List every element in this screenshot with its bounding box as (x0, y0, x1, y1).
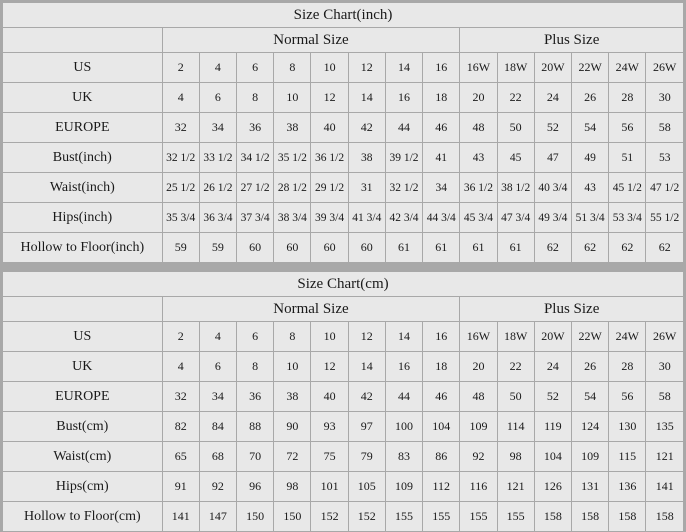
data-cell: 91 (162, 472, 199, 502)
group-header-plus: Plus Size (460, 28, 684, 53)
data-cell: 51 (609, 143, 646, 173)
data-cell: 130 (609, 412, 646, 442)
data-cell: 26 (572, 83, 609, 113)
row-label: Waist(cm) (3, 442, 163, 472)
row-label: Hips(cm) (3, 472, 163, 502)
chart-group-row (3, 297, 684, 322)
data-cell: 104 (534, 442, 571, 472)
data-cell: 59 (199, 233, 236, 263)
data-cell: 155 (497, 502, 534, 532)
data-cell: 18 (423, 352, 460, 382)
data-cell: 45 (497, 143, 534, 173)
data-cell: 22W (572, 53, 609, 83)
size-chart-inch (2, 2, 684, 263)
chart-divider (0, 263, 686, 269)
data-cell: 20 (460, 352, 497, 382)
data-cell: 38 (348, 143, 385, 173)
data-cell: 4 (199, 322, 236, 352)
data-cell: 38 1/2 (497, 173, 534, 203)
data-cell: 39 3/4 (311, 203, 348, 233)
data-cell: 104 (423, 412, 460, 442)
data-cell: 25 1/2 (162, 173, 199, 203)
data-cell: 8 (274, 322, 311, 352)
data-cell: 54 (572, 382, 609, 412)
data-cell: 49 3/4 (534, 203, 571, 233)
data-cell: 40 (311, 113, 348, 143)
data-cell: 56 (609, 113, 646, 143)
data-cell: 28 1/2 (274, 173, 311, 203)
data-cell: 27 1/2 (237, 173, 274, 203)
data-cell: 46 (423, 113, 460, 143)
chart-group-row (3, 28, 684, 53)
data-cell: 8 (237, 83, 274, 113)
data-cell: 124 (572, 412, 609, 442)
table-row (3, 143, 684, 173)
size-chart-page (0, 2, 686, 532)
data-cell: 39 1/2 (385, 143, 422, 173)
data-cell: 41 (423, 143, 460, 173)
data-cell: 36 1/2 (460, 173, 497, 203)
data-cell: 36 1/2 (311, 143, 348, 173)
data-cell: 18W (497, 53, 534, 83)
size-chart-cm (2, 271, 684, 532)
row-label: UK (3, 83, 163, 113)
data-cell: 6 (199, 352, 236, 382)
chart-title: Size Chart(cm) (3, 272, 684, 297)
data-cell: 24W (609, 322, 646, 352)
data-cell: 33 1/2 (199, 143, 236, 173)
data-cell: 114 (497, 412, 534, 442)
data-cell: 10 (311, 322, 348, 352)
data-cell: 32 1/2 (385, 173, 422, 203)
data-cell: 42 3/4 (385, 203, 422, 233)
data-cell: 4 (162, 83, 199, 113)
chart-title-row (3, 3, 684, 28)
table-row (3, 352, 684, 382)
data-cell: 38 (274, 113, 311, 143)
table-row (3, 502, 684, 532)
data-cell: 22W (572, 322, 609, 352)
table-row (3, 442, 684, 472)
data-cell: 35 1/2 (274, 143, 311, 173)
data-cell: 18 (423, 83, 460, 113)
group-header-normal: Normal Size (162, 297, 460, 322)
table-row (3, 83, 684, 113)
chart-title: Size Chart(inch) (3, 3, 684, 28)
table-row (3, 233, 684, 263)
data-cell: 112 (423, 472, 460, 502)
data-cell: 135 (646, 412, 684, 442)
data-cell: 36 (237, 113, 274, 143)
data-cell: 26W (646, 53, 684, 83)
data-cell: 22 (497, 83, 534, 113)
data-cell: 36 (237, 382, 274, 412)
data-cell: 43 (460, 143, 497, 173)
row-label: EUROPE (3, 113, 163, 143)
data-cell: 12 (311, 83, 348, 113)
table-row (3, 322, 684, 352)
table-row (3, 173, 684, 203)
data-cell: 24W (609, 53, 646, 83)
data-cell: 152 (348, 502, 385, 532)
data-cell: 10 (311, 53, 348, 83)
data-cell: 4 (162, 352, 199, 382)
data-cell: 2 (162, 53, 199, 83)
data-cell: 24 (534, 352, 571, 382)
data-cell: 43 (572, 173, 609, 203)
data-cell: 51 3/4 (572, 203, 609, 233)
data-cell: 32 (162, 113, 199, 143)
data-cell: 41 3/4 (348, 203, 385, 233)
data-cell: 93 (311, 412, 348, 442)
data-cell: 97 (348, 412, 385, 442)
data-cell: 62 (646, 233, 684, 263)
data-cell: 79 (348, 442, 385, 472)
row-label: Bust(cm) (3, 412, 163, 442)
data-cell: 109 (460, 412, 497, 442)
data-cell: 6 (237, 322, 274, 352)
data-cell: 2 (162, 322, 199, 352)
data-cell: 62 (534, 233, 571, 263)
data-cell: 22 (497, 352, 534, 382)
data-cell: 88 (237, 412, 274, 442)
data-cell: 59 (162, 233, 199, 263)
row-label: Hips(inch) (3, 203, 163, 233)
data-cell: 141 (646, 472, 684, 502)
data-cell: 16W (460, 322, 497, 352)
data-cell: 92 (199, 472, 236, 502)
data-cell: 92 (460, 442, 497, 472)
data-cell: 56 (609, 382, 646, 412)
data-cell: 90 (274, 412, 311, 442)
data-cell: 50 (497, 382, 534, 412)
data-cell: 155 (460, 502, 497, 532)
data-cell: 62 (609, 233, 646, 263)
data-cell: 155 (423, 502, 460, 532)
data-cell: 116 (460, 472, 497, 502)
data-cell: 14 (385, 53, 422, 83)
data-cell: 68 (199, 442, 236, 472)
data-cell: 26 1/2 (199, 173, 236, 203)
data-cell: 44 3/4 (423, 203, 460, 233)
data-cell: 82 (162, 412, 199, 442)
group-row-corner (3, 28, 163, 53)
data-cell: 141 (162, 502, 199, 532)
data-cell: 61 (385, 233, 422, 263)
data-cell: 28 (609, 352, 646, 382)
data-cell: 10 (274, 352, 311, 382)
data-cell: 61 (423, 233, 460, 263)
data-cell: 8 (274, 53, 311, 83)
data-cell: 121 (646, 442, 684, 472)
data-cell: 136 (609, 472, 646, 502)
data-cell: 52 (534, 382, 571, 412)
data-cell: 98 (274, 472, 311, 502)
data-cell: 147 (199, 502, 236, 532)
data-cell: 36 3/4 (199, 203, 236, 233)
data-cell: 158 (534, 502, 571, 532)
data-cell: 4 (199, 53, 236, 83)
data-cell: 42 (348, 382, 385, 412)
data-cell: 61 (460, 233, 497, 263)
table-row (3, 382, 684, 412)
data-cell: 31 (348, 173, 385, 203)
data-cell: 45 3/4 (460, 203, 497, 233)
data-cell: 58 (646, 113, 684, 143)
data-cell: 45 1/2 (609, 173, 646, 203)
data-cell: 119 (534, 412, 571, 442)
data-cell: 60 (311, 233, 348, 263)
data-cell: 158 (572, 502, 609, 532)
data-cell: 16 (423, 322, 460, 352)
data-cell: 26 (572, 352, 609, 382)
data-cell: 20W (534, 53, 571, 83)
data-cell: 10 (274, 83, 311, 113)
data-cell: 58 (646, 382, 684, 412)
data-cell: 6 (199, 83, 236, 113)
table-row (3, 53, 684, 83)
data-cell: 34 1/2 (237, 143, 274, 173)
group-row-corner (3, 297, 163, 322)
data-cell: 20W (534, 322, 571, 352)
data-cell: 8 (237, 352, 274, 382)
data-cell: 38 (274, 382, 311, 412)
data-cell: 47 1/2 (646, 173, 684, 203)
data-cell: 52 (534, 113, 571, 143)
row-label: UK (3, 352, 163, 382)
row-label: EUROPE (3, 382, 163, 412)
data-cell: 24 (534, 83, 571, 113)
data-cell: 61 (497, 233, 534, 263)
data-cell: 28 (609, 83, 646, 113)
data-cell: 152 (311, 502, 348, 532)
data-cell: 44 (385, 382, 422, 412)
data-cell: 16W (460, 53, 497, 83)
data-cell: 6 (237, 53, 274, 83)
data-cell: 46 (423, 382, 460, 412)
data-cell: 131 (572, 472, 609, 502)
data-cell: 155 (385, 502, 422, 532)
data-cell: 50 (497, 113, 534, 143)
data-cell: 38 3/4 (274, 203, 311, 233)
data-cell: 49 (572, 143, 609, 173)
data-cell: 150 (237, 502, 274, 532)
data-cell: 12 (348, 322, 385, 352)
data-cell: 126 (534, 472, 571, 502)
data-cell: 100 (385, 412, 422, 442)
data-cell: 16 (385, 83, 422, 113)
data-cell: 62 (572, 233, 609, 263)
data-cell: 96 (237, 472, 274, 502)
data-cell: 60 (274, 233, 311, 263)
data-cell: 29 1/2 (311, 173, 348, 203)
row-label: Hollow to Floor(inch) (3, 233, 163, 263)
data-cell: 26W (646, 322, 684, 352)
data-cell: 32 (162, 382, 199, 412)
data-cell: 16 (385, 352, 422, 382)
table-row (3, 203, 684, 233)
data-cell: 54 (572, 113, 609, 143)
row-label: US (3, 322, 163, 352)
data-cell: 105 (348, 472, 385, 502)
data-cell: 101 (311, 472, 348, 502)
row-label: Hollow to Floor(cm) (3, 502, 163, 532)
data-cell: 70 (237, 442, 274, 472)
data-cell: 150 (274, 502, 311, 532)
data-cell: 98 (497, 442, 534, 472)
data-cell: 42 (348, 113, 385, 143)
data-cell: 40 (311, 382, 348, 412)
data-cell: 109 (385, 472, 422, 502)
data-cell: 72 (274, 442, 311, 472)
data-cell: 53 3/4 (609, 203, 646, 233)
data-cell: 35 3/4 (162, 203, 199, 233)
table-row (3, 472, 684, 502)
data-cell: 34 (199, 113, 236, 143)
data-cell: 65 (162, 442, 199, 472)
data-cell: 55 1/2 (646, 203, 684, 233)
row-label: Bust(inch) (3, 143, 163, 173)
data-cell: 109 (572, 442, 609, 472)
chart-title-row (3, 272, 684, 297)
data-cell: 32 1/2 (162, 143, 199, 173)
data-cell: 14 (348, 83, 385, 113)
data-cell: 16 (423, 53, 460, 83)
data-cell: 37 3/4 (237, 203, 274, 233)
data-cell: 20 (460, 83, 497, 113)
data-cell: 12 (348, 53, 385, 83)
data-cell: 14 (385, 322, 422, 352)
data-cell: 47 (534, 143, 571, 173)
data-cell: 158 (609, 502, 646, 532)
data-cell: 53 (646, 143, 684, 173)
data-cell: 48 (460, 382, 497, 412)
data-cell: 48 (460, 113, 497, 143)
data-cell: 12 (311, 352, 348, 382)
data-cell: 14 (348, 352, 385, 382)
group-header-normal: Normal Size (162, 28, 460, 53)
data-cell: 44 (385, 113, 422, 143)
table-row (3, 412, 684, 442)
data-cell: 86 (423, 442, 460, 472)
row-label: US (3, 53, 163, 83)
table-row (3, 113, 684, 143)
data-cell: 84 (199, 412, 236, 442)
data-cell: 83 (385, 442, 422, 472)
data-cell: 30 (646, 83, 684, 113)
data-cell: 34 (199, 382, 236, 412)
group-header-plus: Plus Size (460, 297, 684, 322)
data-cell: 60 (348, 233, 385, 263)
data-cell: 158 (646, 502, 684, 532)
data-cell: 60 (237, 233, 274, 263)
data-cell: 75 (311, 442, 348, 472)
data-cell: 30 (646, 352, 684, 382)
data-cell: 121 (497, 472, 534, 502)
data-cell: 18W (497, 322, 534, 352)
data-cell: 47 3/4 (497, 203, 534, 233)
row-label: Waist(inch) (3, 173, 163, 203)
data-cell: 40 3/4 (534, 173, 571, 203)
data-cell: 34 (423, 173, 460, 203)
data-cell: 115 (609, 442, 646, 472)
